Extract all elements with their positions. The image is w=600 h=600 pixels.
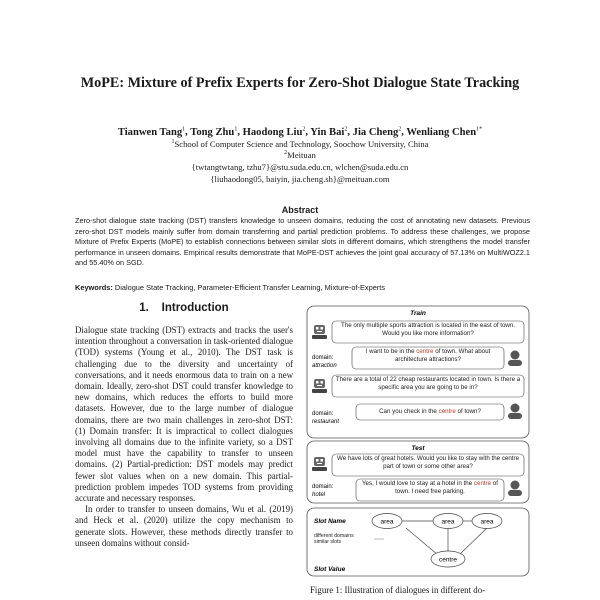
intro-paragraph-2: In order to transfer to unseen domains, Wu et al. (2019) and Heck et al. (2020) utilize the copy mechanism to generate slots. However, these methods directly transfer to unseen domains without consid- bbox=[75, 504, 293, 548]
dialogue-3-system-turn: We have lots of great hotels. Would you like to stay with the centre part of town or some other area? bbox=[336, 455, 520, 471]
intro-paragraph-1: Dialogue state tracking (DST) extracts and tracks the user's intention throughout a conversation in task-oriented dialogue (TOD) systems (Young et al., 2010). The DST task is challenging due to the diversity and uncertainty of conversations, and it needs enormous data to train on a new domain. Ideally, zero-shot DST could transfer knowledge to new domains, which reduces the efforts to build more datasets. However, due to the large number of dialogue domains, there are two main challenges in zero-shot DST: (1) Domain transfer: It is impractical to collect dialogues involving all domains due to the infinite variety, so a DST model must have the capability to transfer to unseen domains. (2) Partial-prediction: DST models may predict fewer slot values when on a new domain. This partial-prediction problem impedes TOD systems from providing accurate and necessary responses. bbox=[75, 325, 293, 504]
author-list: Tianwen Tang$^1$, Tong Zhu$^1$, Haodong Liu$^2$, Yin Bai$^2$, Jia Cheng$^2$, Wenliang Chen$^{1*}$ bbox=[117, 126, 483, 138]
edge bbox=[406, 528, 438, 555]
dialogue-3-user-turn: Yes, I would love to stay at a hotel in the centre of town. I need free parking. bbox=[362, 480, 498, 496]
figure-caption: Figure 1: Illustration of dialogues in different do- bbox=[310, 585, 486, 595]
dialogue-3-domain: hotel bbox=[312, 492, 326, 498]
robot-icon bbox=[312, 457, 327, 471]
author: Wenliang Chen$^{1*}$ bbox=[406, 126, 483, 138]
robot-icon bbox=[312, 325, 327, 339]
section-heading: 1. Introduction bbox=[139, 302, 229, 314]
slot-node-centre-label: centre bbox=[438, 556, 458, 564]
author: Jia Cheng$^2$ bbox=[352, 126, 402, 138]
abstract-text: Zero-shot dialogue state tracking (DST) transfers knowledge to unseen domains, reducing the cost of annotating new datasets. Previous zero-shot DST models mainly suffer from domain transferring and partial prediction problems. To address these challenges, we propose Mixture of Prefix Experts (MoPE) to establish connections between similar slots in different domains, which strengthens the model transfer performance in unseen domains. Empirical results demonstrate that MoPE-DST achieves the joint goal accuracy of 57.13% on MultiWOZ2.1 and 55.40% on SGD. bbox=[75, 216, 530, 268]
dialogue-1-domain-label: domain: bbox=[312, 355, 334, 361]
edge bbox=[459, 528, 487, 555]
slot-name-label: Slot Name bbox=[314, 518, 346, 525]
paper-title: MoPE: Mixture of Prefix Experts for Zero-Shot Dialogue State Tracking bbox=[80, 75, 520, 91]
slot-node-area-3-label: area bbox=[480, 518, 494, 526]
slot-value-label: Slot Value bbox=[314, 566, 346, 573]
dialogue-2-system-turn: There are a total of 22 cheap restaurants located in town. Is there a specific area you are going to be in? bbox=[335, 376, 521, 392]
dialogue-1-domain: attraction bbox=[312, 363, 337, 369]
user-icon bbox=[508, 404, 522, 420]
slot-node-area-1-label: area bbox=[380, 518, 394, 526]
slot-note: different domains similar slots bbox=[314, 533, 354, 546]
author: Tianwen Tang$^1$ bbox=[117, 126, 186, 138]
dialogue-2-domain-label: domain: bbox=[312, 411, 334, 417]
dialogue-2-domain: restaurant bbox=[312, 419, 340, 425]
introduction-text bbox=[75, 325, 293, 549]
dialogue-2-user-turn: Can you check in the centre of town? bbox=[379, 408, 481, 415]
emails-1: {twtangtwtang, tzhu7}@stu.suda.edu.cn, wlchen@suda.edu.cn bbox=[191, 162, 409, 172]
user-icon bbox=[508, 351, 522, 367]
affiliation-1: $^1$School of Computer Science and Technology, Soochow University, China bbox=[171, 138, 429, 149]
dialogue-1-system-turn: The only multiple sports attraction is located in the east of town. Would you like more information? bbox=[340, 322, 516, 338]
dialogue-1-user-turn: I want to be in the centre of town. What about architecture attractions? bbox=[365, 348, 491, 364]
affiliation-2: $^2$Meituan bbox=[284, 149, 316, 160]
user-icon bbox=[508, 481, 522, 497]
author: Haodong Liu$^2$ bbox=[242, 126, 306, 138]
emails-2: {liuhaodong05, baiyin, jia.cheng.sh}@meituan.com bbox=[210, 174, 390, 184]
figure-1 bbox=[306, 305, 530, 580]
slot-node-area-2-label: area bbox=[441, 518, 455, 526]
dialogue-3-domain-label: domain: bbox=[312, 484, 334, 490]
author: Yin Bai$^2$ bbox=[310, 126, 348, 138]
train-label: Train bbox=[410, 310, 426, 317]
keywords: Keywords: Dialogue State Tracking, Parameter-Efficient Transfer Learning, Mixture-of-Experts bbox=[75, 283, 386, 292]
author: Tong Zhu$^1$ bbox=[190, 126, 238, 138]
test-label: Test bbox=[411, 445, 425, 452]
abstract-heading: Abstract bbox=[281, 205, 319, 215]
robot-icon bbox=[312, 379, 327, 393]
